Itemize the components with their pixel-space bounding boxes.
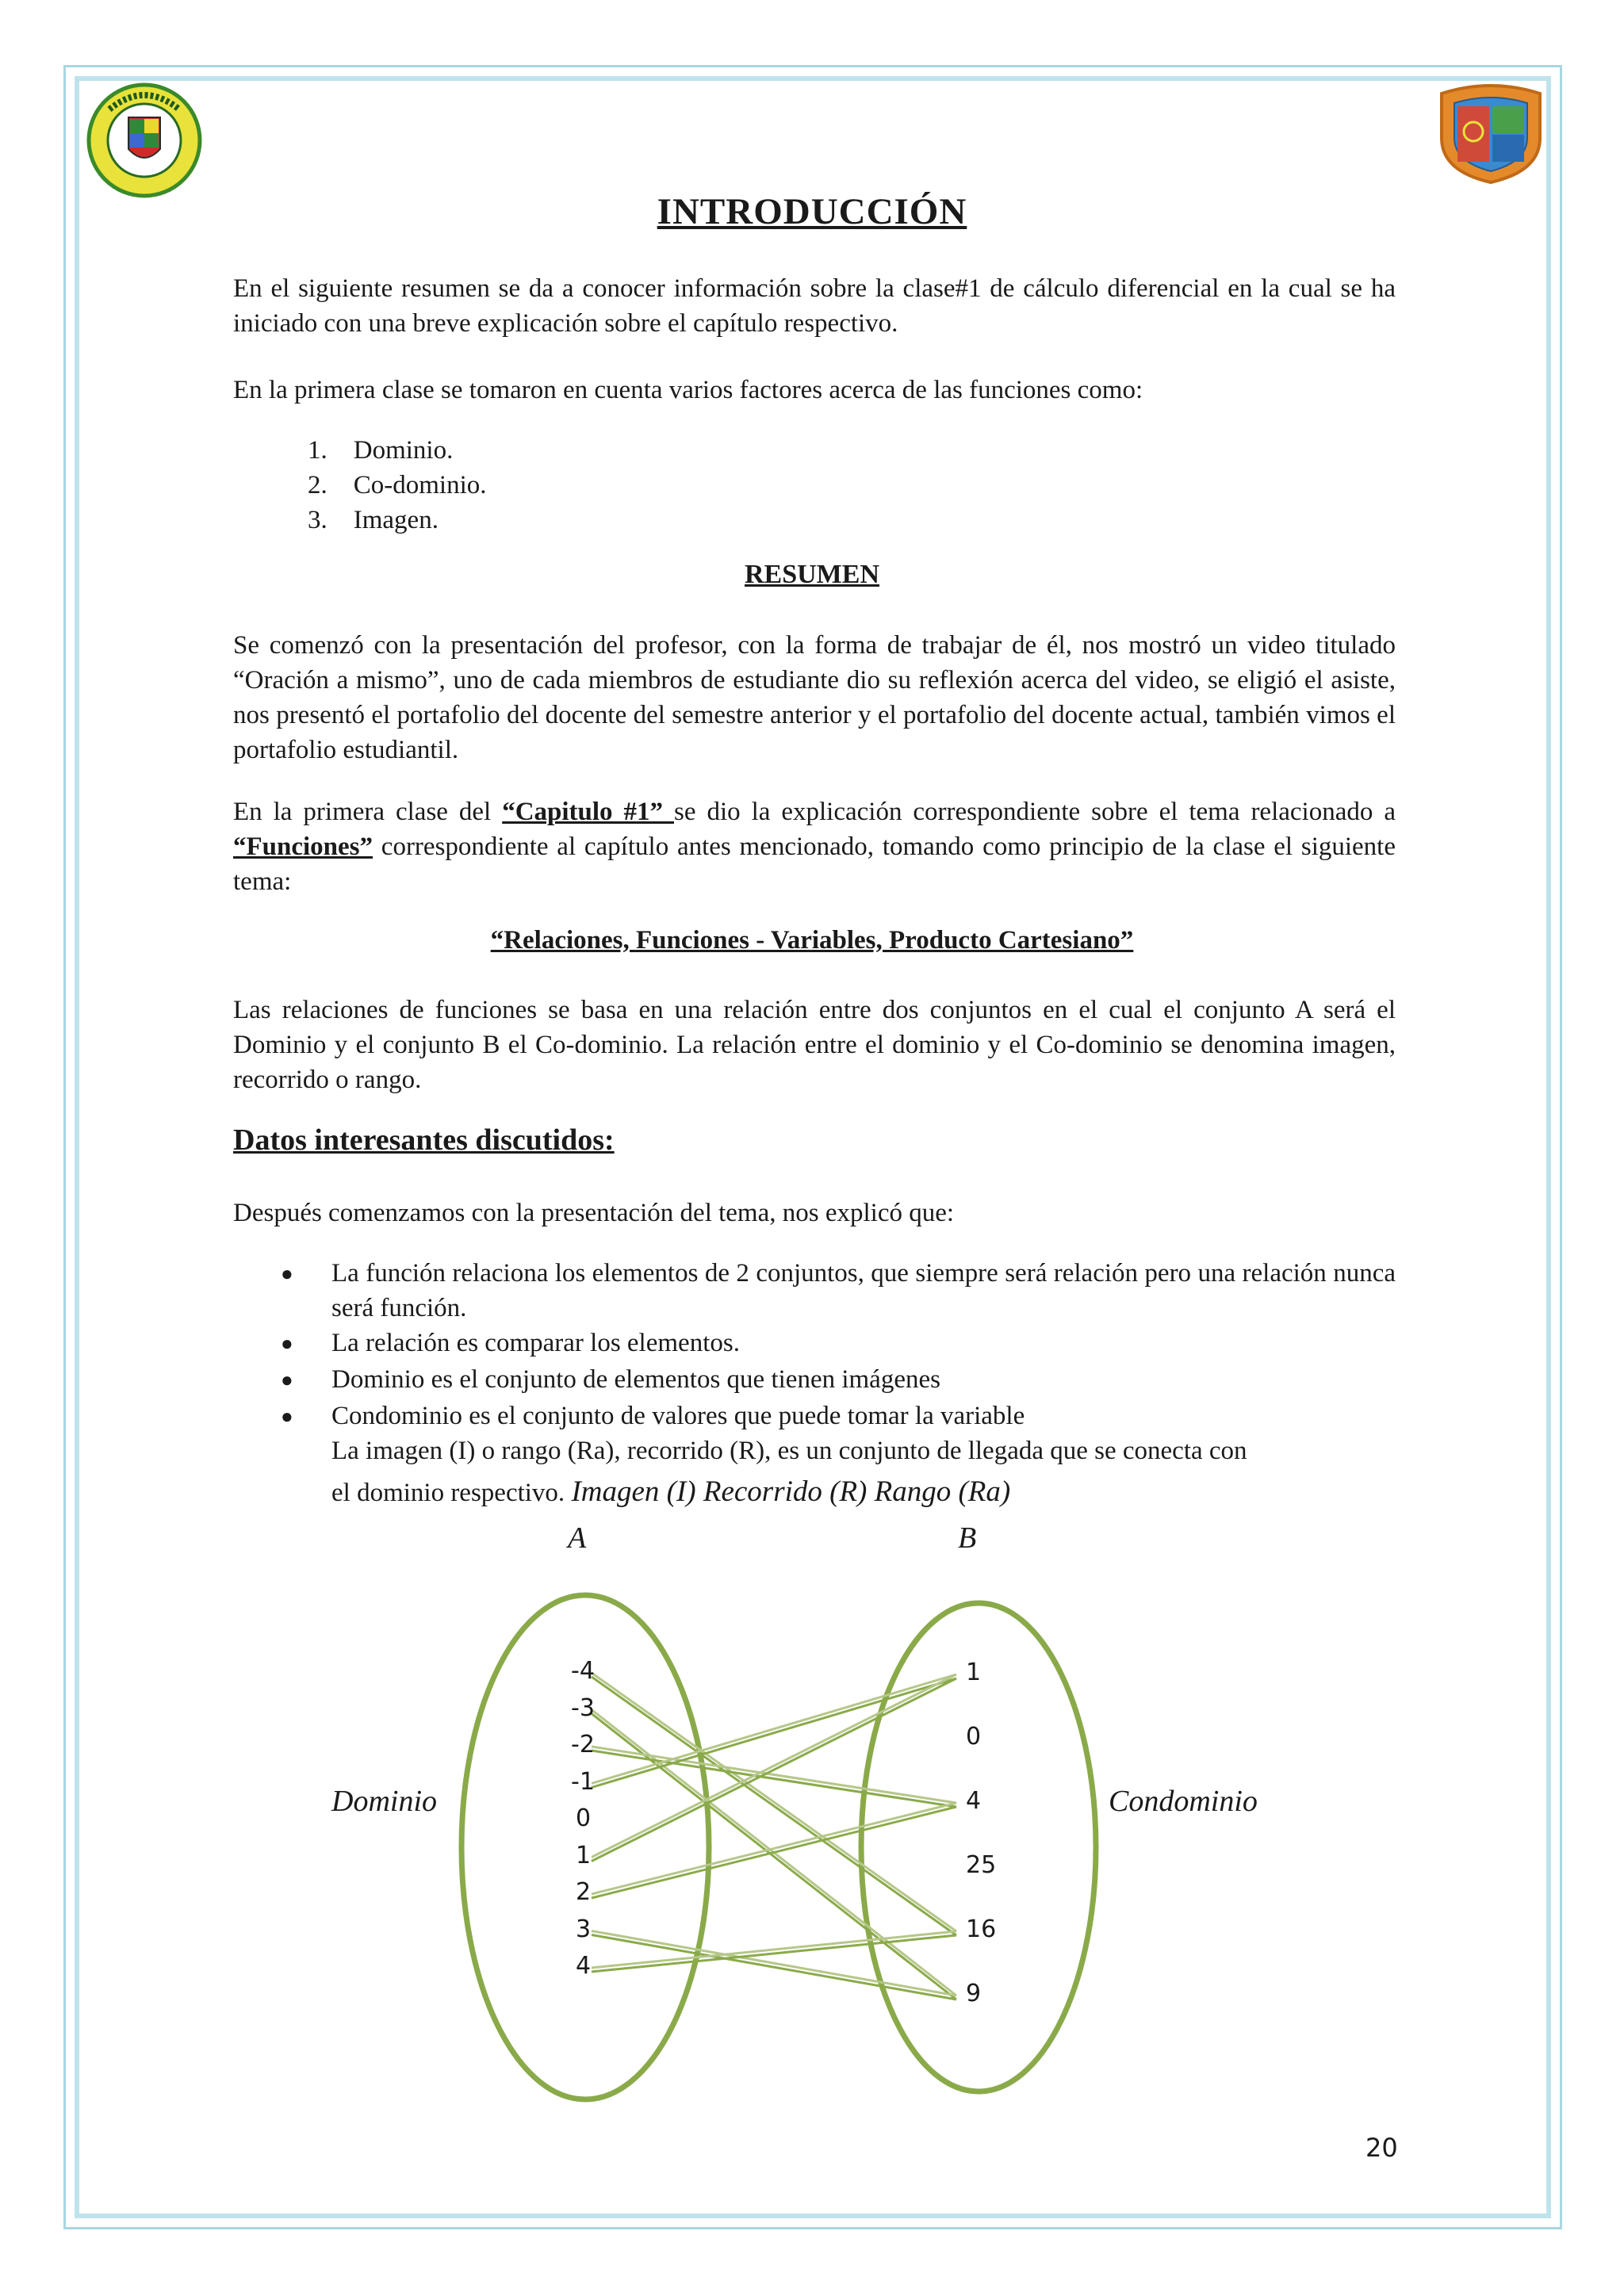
bullet-marker: ●	[281, 1368, 293, 1391]
domain-value: 4	[576, 1952, 592, 1980]
domain-value: 3	[576, 1915, 592, 1943]
codomain-value: 25	[966, 1851, 997, 1879]
domain-value: -1	[571, 1767, 595, 1796]
datos-extra-line-2: el dominio respectivo. Imagen (I) Recorrido (R) Rango (Ra)	[331, 1475, 1011, 1508]
intro-paragraph-1: En el siguiente resumen se da a conocer información sobre la clase#1 de cálculo diferencial en la cual se ha iniciado con una breve explicación sobre el capítulo respectivo.	[233, 274, 1396, 338]
mapping-arrow	[592, 1674, 956, 1858]
functions-ref: “Funciones”	[233, 832, 373, 861]
codomain-value: 1	[966, 1659, 982, 1686]
bullet-marker: ●	[281, 1405, 293, 1428]
page-number: 20	[1365, 2133, 1398, 2163]
mapping-arrow	[592, 1747, 956, 1803]
domain-value: 2	[576, 1878, 592, 1906]
mapping-arrow	[592, 1751, 956, 1807]
domain-label: Dominio	[331, 1785, 437, 1818]
datos-heading: Datos interesantes discutidos:	[233, 1123, 615, 1157]
mapping-arrow	[592, 1678, 956, 1862]
domain-value: 1	[576, 1841, 592, 1869]
chapter-ref: “Capitulo #1”	[502, 798, 674, 826]
domain-value: -3	[571, 1693, 595, 1722]
intro-list-item: 2. Co-dominio.	[308, 471, 487, 499]
datos-bullet: Dominio es el conjunto de elementos que tienen imágenes	[331, 1365, 940, 1394]
set-a-label: A	[568, 1521, 587, 1555]
datos-bullet: La relación es comparar los elementos.	[331, 1329, 740, 1357]
datos-bullet: Condominio es el conjunto de valores que puede tomar la variable	[331, 1402, 1025, 1430]
mapping-arrow	[592, 1714, 956, 2000]
datos-intro: Después comenzamos con la presentación del tema, nos explicó que:	[233, 1199, 955, 1227]
datos-extra-line-1: La imagen (I) o rango (Ra), recorrido (R), es un conjunto de llegada que se conecta con	[331, 1437, 1247, 1465]
domain-value: -4	[571, 1657, 595, 1685]
bullet-marker: ●	[281, 1332, 293, 1355]
intro-paragraph-2: En la primera clase se tomaron en cuenta varios factores acerca de las funciones como:	[233, 376, 1143, 404]
mapping-arrow	[592, 1677, 956, 1935]
codomain-value: 9	[966, 1980, 982, 2007]
codomain-value: 4	[966, 1787, 982, 1815]
topic-heading: “Relaciones, Funciones - Variables, Producto Cartesiano”	[490, 926, 1134, 955]
intro-list-item: 3. Imagen.	[308, 506, 439, 534]
mapping-arrow	[592, 1803, 956, 1894]
resumen-heading: RESUMEN	[744, 560, 880, 589]
domain-value: 0	[576, 1804, 592, 1832]
mapping-arrow	[592, 1673, 956, 1931]
bullet-marker: ●	[281, 1262, 293, 1285]
resumen-paragraph-1: Se comenzó con la presentación del profesor, con la forma de trabajar de él, nos mostró un video titulado “Oración a mismo”, uno de cada miembros de estudiante dio su reflexión acerca del video, se eligió el asiste, nos presentó el portafolio del docente del semestre anterior y el portafolio del docente actual, también vimos el portafolio estudiantil.	[233, 631, 1396, 764]
codomain-value: 0	[966, 1723, 982, 1751]
intro-list-item: 1. Dominio.	[308, 436, 454, 465]
page-title: INTRODUCCIÓN	[657, 191, 967, 232]
domain-value: -2	[571, 1731, 595, 1758]
resumen-paragraph-3: Las relaciones de funciones se basa en una relación entre dos conjuntos en el cual el conjunto A será el Dominio y el conjunto B el Co-dominio. La relación entre el dominio y el Co-dominio se denomina imagen, recorrido o rango.	[233, 996, 1396, 1094]
set-b-label: B	[958, 1521, 977, 1555]
mapping-arrow	[592, 1807, 956, 1898]
codomain-value: 16	[966, 1915, 997, 1943]
datos-bullet: La función relaciona los elementos de 2 conjuntos, que siempre será relación pero una relación nunca será función.	[331, 1259, 1396, 1322]
codomain-label: Condominio	[1109, 1785, 1258, 1818]
resumen-paragraph-2: En la primera clase del “Capitulo #1” se dio la explicación correspondiente sobre el tema relacionado a “Funciones” correspondiente al capítulo antes mencionado, tomando como principio de la clase el siguiente tema:	[233, 798, 1396, 896]
